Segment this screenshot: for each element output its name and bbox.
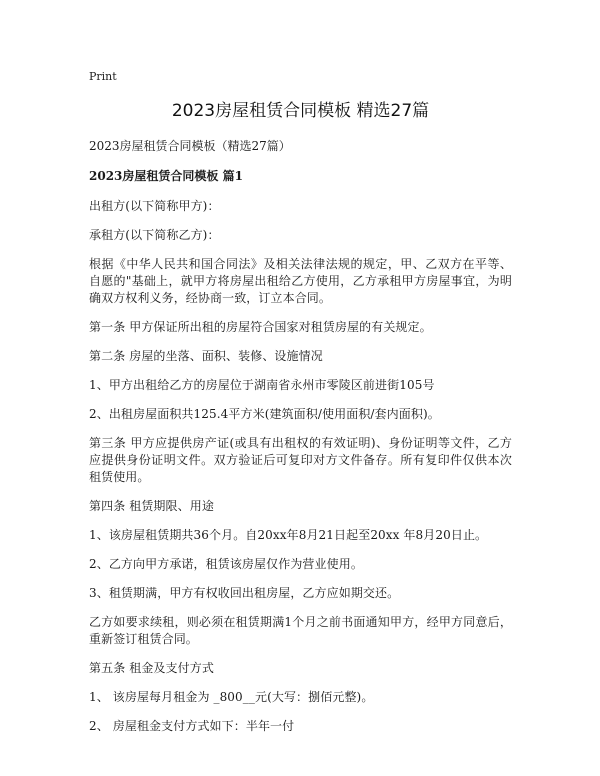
paragraph-article-4-item-2: 2、乙方向甲方承诺，租赁该房屋仅作为营业使用。 — [89, 557, 363, 571]
paragraph-article-4: 第四条 租赁期限、用途 — [89, 499, 214, 513]
print-label: Print — [89, 70, 117, 83]
paragraph-article-4-item-3: 3、租赁期满，甲方有权收回出租房屋，乙方应如期交还。 — [89, 586, 400, 600]
section-heading: 2023房屋租赁合同模板 篇1 — [89, 169, 243, 183]
paragraph-article-5-item-1: 1、 该房屋每月租金为 _800__元(大写：捌佰元整)。 — [89, 690, 374, 704]
paragraph-article-1: 第一条 甲方保证所出租的房屋符合国家对租赁房屋的有关规定。 — [89, 320, 432, 334]
paragraph-lessee: 承租方(以下简称乙方)： — [89, 228, 220, 242]
paragraph-article-5: 第五条 租金及支付方式 — [89, 661, 214, 675]
paragraph-article-2-item-1: 1、甲方出租给乙方的房屋位于湖南省永州市零陵区前进街105号 — [89, 378, 435, 392]
paragraph-article-4-item-1: 1、该房屋租赁期共36个月。自20xx年8月21日起至20xx 年8月20日止。 — [89, 528, 488, 542]
paragraph-article-2-item-2: 2、出租房屋面积共125.4平方米(建筑面积/使用面积/套内面积)。 — [89, 407, 440, 421]
paragraph-article-5-item-2: 2、 房屋租金支付方式如下：半年一付 — [89, 719, 295, 733]
document-title: 2023房屋租赁合同模板 精选27篇 — [171, 101, 430, 121]
paragraph-renewal: 乙方如要求续租，则必须在租赁期满1个月之前书面通知甲方，经甲方同意后，重新签订租赁合同。 — [89, 615, 512, 646]
document-subtitle: 2023房屋租赁合同模板（精选27篇） — [89, 139, 291, 153]
paragraph-lessor: 出租方(以下简称甲方)： — [89, 199, 220, 213]
paragraph-article-2: 第二条 房屋的坐落、面积、装修、设施情况 — [89, 349, 323, 363]
paragraph-preamble: 根据《中华人民共和国合同法》及相关法律法规的规定，甲、乙双方在平等、自愿的"基础上，就甲方将房屋出租给乙方使用，乙方承租甲方房屋事宜，为明确双方权利义务，经协商一致，订立本合同。 — [89, 257, 512, 305]
paragraph-article-3: 第三条 甲方应提供房产证(或具有出租权的有效证明)、身份证明等文件，乙方应提供身份证明文件。双方验证后可复印对方文件备存。所有复印件仅供本次租赁使用。 — [89, 436, 512, 484]
